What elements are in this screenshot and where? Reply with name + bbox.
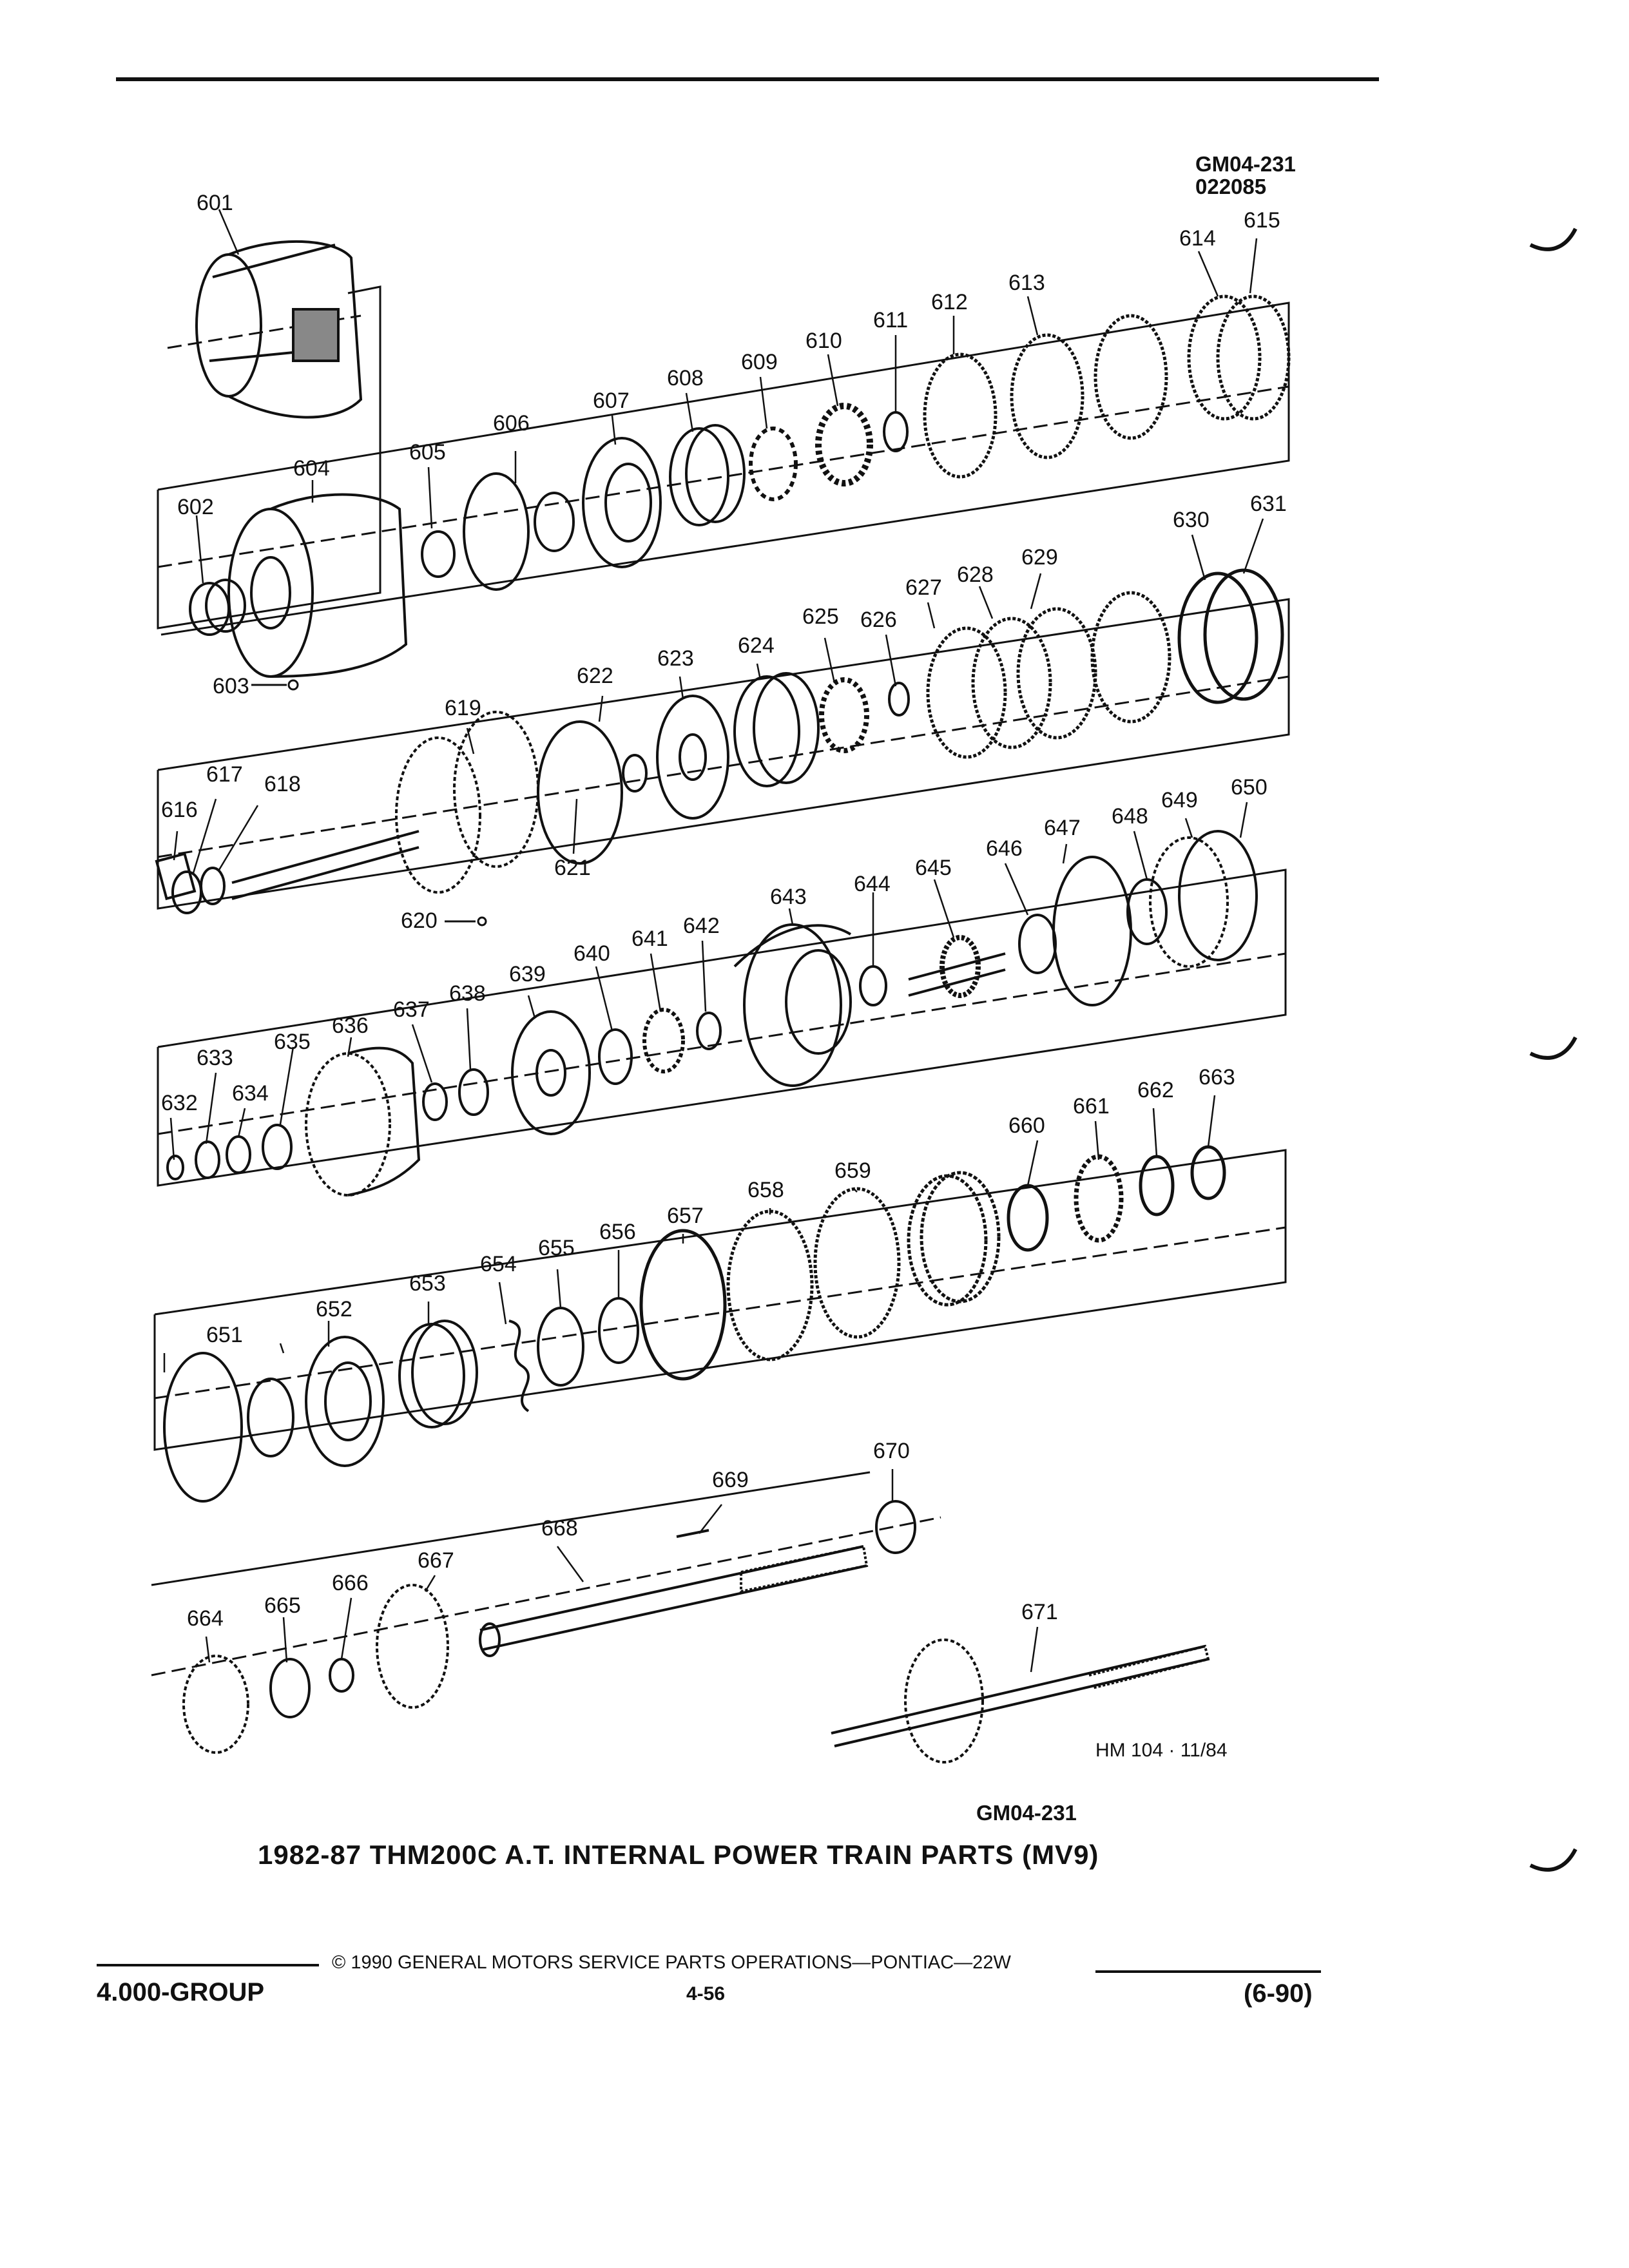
part-label: 619 <box>445 696 481 720</box>
row3-frame <box>158 599 1289 908</box>
part-label: 605 <box>409 440 446 465</box>
binder-mark <box>1527 226 1579 258</box>
part-639-carrier <box>512 1012 590 1134</box>
part-label: 632 <box>161 1091 198 1115</box>
part-660-663 <box>909 1147 1224 1305</box>
part-625-626 <box>822 680 867 751</box>
part-label: 646 <box>986 836 1023 861</box>
part-label: 630 <box>1173 508 1210 532</box>
part-label: 662 <box>1137 1078 1174 1102</box>
part-label: 642 <box>683 914 720 938</box>
part-636-sun-gear-shell <box>306 1048 419 1195</box>
part-label: 658 <box>747 1178 784 1202</box>
part-label: 601 <box>197 191 233 215</box>
part-label: 637 <box>393 997 430 1022</box>
part-label: 635 <box>274 1030 311 1054</box>
part-label: 670 <box>873 1439 910 1463</box>
part-643-reaction-drum <box>735 925 851 1086</box>
part-605 <box>422 532 454 577</box>
part-label: 608 <box>667 366 704 390</box>
part-668-shaft <box>480 1546 867 1656</box>
part-label: 640 <box>574 941 610 966</box>
part-label: 649 <box>1161 788 1198 812</box>
figure-code-1: GM04-231 <box>1195 152 1296 176</box>
part-label: 660 <box>1008 1113 1045 1138</box>
part-label: 664 <box>187 1606 224 1631</box>
part-632-635 <box>168 1125 291 1179</box>
part-label: 668 <box>541 1516 578 1541</box>
part-label: 606 <box>493 411 530 436</box>
part-label: 626 <box>860 608 897 632</box>
part-label: 602 <box>177 495 214 519</box>
part-603 <box>289 680 298 689</box>
part-label: 634 <box>232 1081 269 1106</box>
page-number: 4-56 <box>686 1983 726 2004</box>
part-label: 616 <box>161 798 198 822</box>
part-label: 623 <box>657 646 694 671</box>
row1-frame <box>158 287 380 628</box>
row4-axis <box>158 954 1286 1134</box>
part-609 <box>751 428 796 499</box>
footer-credit: © 1990 GENERAL MOTORS SERVICE PARTS OPERATIONS—PONTIAC—22W <box>332 1952 1011 1973</box>
part-637-638 <box>423 1070 488 1120</box>
part-label: 645 <box>915 856 952 880</box>
part-label: 657 <box>667 1204 704 1228</box>
part-label: 622 <box>577 664 613 688</box>
part-label: 651 <box>206 1323 243 1347</box>
part-label: 611 <box>873 308 909 332</box>
part-619-input-drum <box>232 712 538 899</box>
part-label: 666 <box>332 1571 369 1595</box>
figure-title: 1982-87 THM200C A.T. INTERNAL POWER TRAIN PARTS (MV9) <box>258 1840 1099 1870</box>
hm-reference: HM 104 · 11/84 <box>1095 1740 1228 1761</box>
part-label: 644 <box>854 872 891 896</box>
part-611 <box>884 412 907 451</box>
part-612-615-plates <box>925 296 1289 477</box>
part-label: 663 <box>1199 1065 1235 1090</box>
footer-rule-right <box>1095 1970 1321 1973</box>
part-label: 625 <box>802 604 839 629</box>
part-label: 633 <box>197 1046 233 1070</box>
binder-mark <box>1527 1846 1579 1878</box>
part-label: 607 <box>593 389 630 413</box>
part-640-642 <box>599 1010 720 1084</box>
part-label: 620 <box>401 908 438 933</box>
figure-code-2: 022085 <box>1195 174 1267 198</box>
leader-lines <box>164 209 1263 1672</box>
row4-frame <box>158 870 1286 1186</box>
part-label: 613 <box>1008 271 1045 295</box>
part-label: 612 <box>931 290 968 314</box>
part-label: 627 <box>905 575 942 600</box>
part-label: 653 <box>409 1271 446 1296</box>
part-label: 629 <box>1021 545 1058 570</box>
part-label: 618 <box>264 772 301 796</box>
part-label: 638 <box>449 981 486 1006</box>
part-620 <box>478 918 486 925</box>
part-label: 659 <box>834 1158 871 1183</box>
footer-date: (6-90) <box>1244 1979 1313 2008</box>
part-label: 665 <box>264 1593 301 1618</box>
part-label: 610 <box>805 329 842 353</box>
part-label: 631 <box>1250 492 1287 516</box>
part-label: 639 <box>509 962 546 986</box>
part-label: 603 <box>213 674 249 698</box>
part-label: 654 <box>480 1252 517 1276</box>
part-label: 656 <box>599 1220 636 1244</box>
part-627-631-plates <box>928 570 1282 757</box>
part-label: 614 <box>1179 226 1216 251</box>
part-label: 617 <box>206 762 243 787</box>
figure-ref-code: GM04-231 <box>976 1801 1077 1825</box>
part-label: 609 <box>741 350 778 374</box>
part-label: 641 <box>631 927 668 951</box>
part-label: 628 <box>957 562 994 587</box>
part-label: 615 <box>1244 208 1280 233</box>
part-646-650 <box>1019 831 1257 1005</box>
part-607 <box>583 438 660 567</box>
footer-group: 4.000-GROUP <box>97 1978 265 2006</box>
part-label: 650 <box>1231 775 1268 800</box>
part-610 <box>818 406 870 483</box>
part-label: 621 <box>554 856 591 880</box>
part-621-624 <box>538 673 818 863</box>
part-label: 667 <box>418 1548 454 1573</box>
part-label: 671 <box>1021 1600 1058 1624</box>
part-606 <box>464 474 574 590</box>
part-644-645 <box>860 937 1005 1005</box>
binder-mark <box>1527 1034 1579 1066</box>
part-label: 661 <box>1073 1094 1110 1119</box>
part-label: 652 <box>316 1297 352 1321</box>
part-label: 604 <box>293 456 330 481</box>
footer-rule-left <box>97 1964 319 1966</box>
part-label: 669 <box>712 1468 749 1492</box>
part-669-670 <box>677 1501 915 1553</box>
part-label: 655 <box>538 1236 575 1260</box>
part-label: 624 <box>738 633 775 658</box>
part-label: 647 <box>1044 816 1081 840</box>
part-label: 636 <box>332 1014 369 1038</box>
part-label: 643 <box>770 885 807 909</box>
part-label: 648 <box>1112 804 1148 829</box>
